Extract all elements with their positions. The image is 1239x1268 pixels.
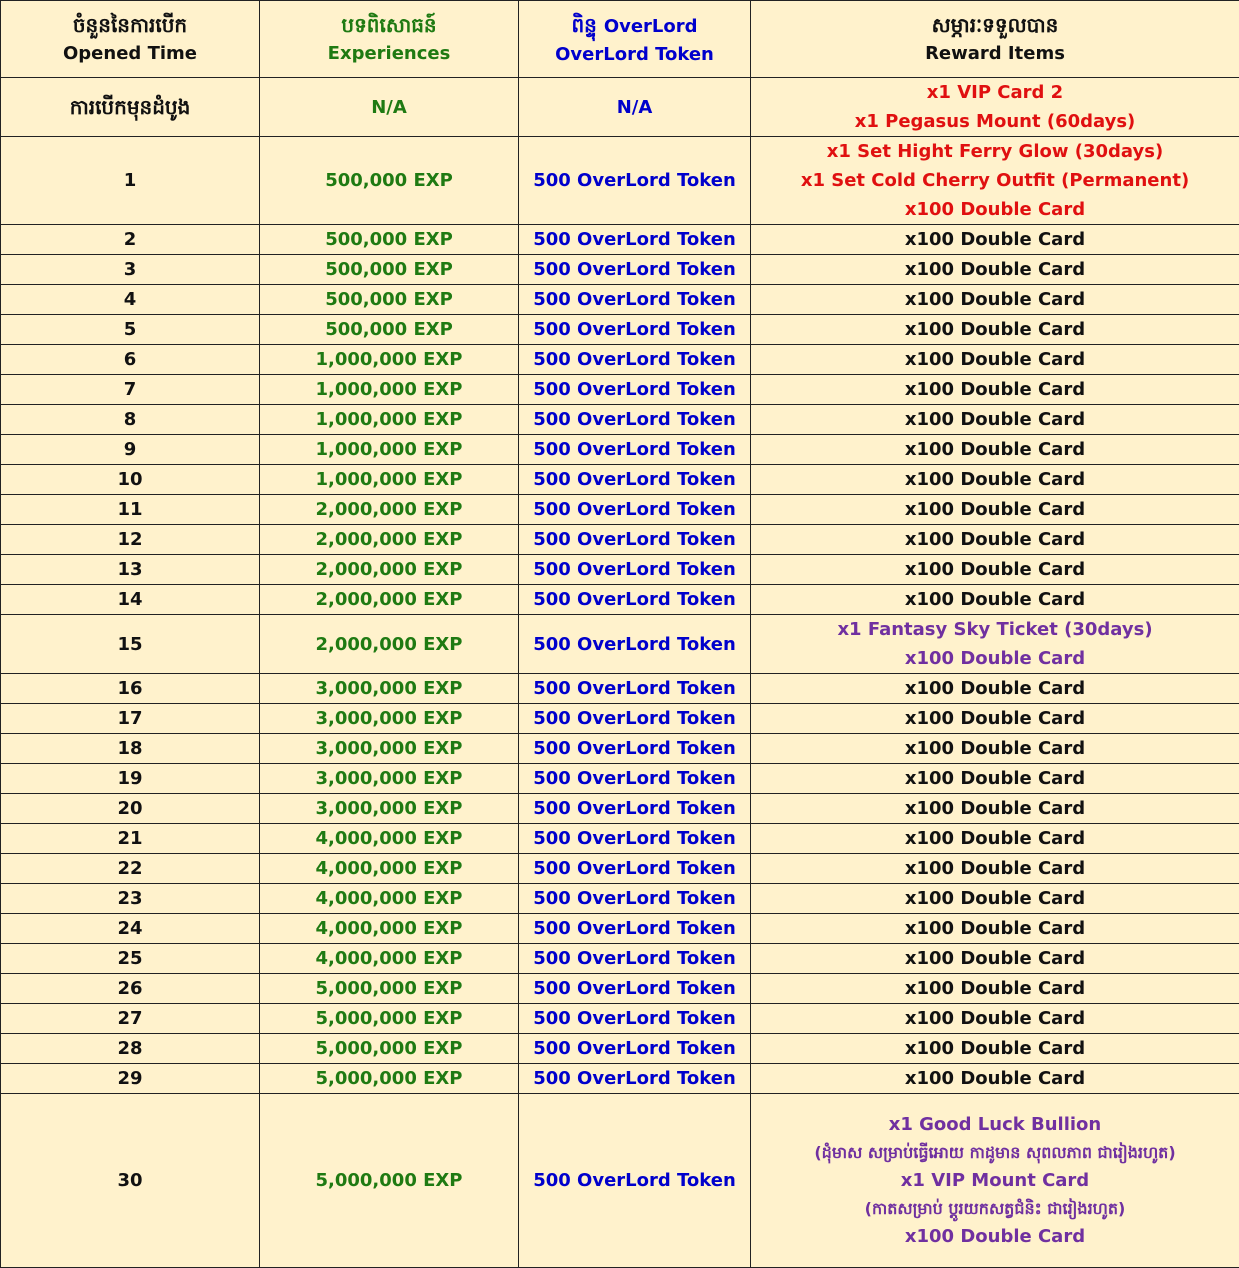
header-overlord-token: ពិន្ទុ OverLord OverLord Token [519,1,751,78]
cell-token: N/A [519,78,751,137]
cell-reward: x100 Double Card [751,375,1239,405]
cell-exp: 2,000,000 EXP [260,555,519,585]
table-row [1,585,1239,615]
cell-token: 500 OverLord Token [519,764,751,794]
cell-time: 22 [1,854,260,884]
table-row [1,495,1239,525]
cell-time: 4 [1,285,260,315]
table-row [1,435,1239,465]
cell-reward: x100 Double Card [751,764,1239,794]
cell-exp: 3,000,000 EXP [260,674,519,704]
table-row [1,137,1239,225]
cell-reward: x100 Double Card [751,854,1239,884]
cell-token: 500 OverLord Token [519,225,751,255]
cell-exp: 500,000 EXP [260,255,519,285]
table-row [1,1064,1239,1094]
cell-reward: x100 Double Card [751,525,1239,555]
cell-reward: x100 Double Card [751,794,1239,824]
table-body-a [1,225,1239,615]
cell-exp: 2,000,000 EXP [260,495,519,525]
cell-exp: 5,000,000 EXP [260,1064,519,1094]
cell-reward: x100 Double Card [751,405,1239,435]
cell-exp: 500,000 EXP [260,315,519,345]
table-row [1,555,1239,585]
cell-token: 500 OverLord Token [519,555,751,585]
cell-reward: x100 Double Card [751,734,1239,764]
cell-token: 500 OverLord Token [519,914,751,944]
cell-token: 500 OverLord Token [519,525,751,555]
cell-time: 2 [1,225,260,255]
cell-time: 8 [1,405,260,435]
cell-exp: 1,000,000 EXP [260,405,519,435]
cell-exp: 5,000,000 EXP [260,1094,519,1268]
cell-reward: x1 Fantasy Sky Ticket (30days) x100 Double Card [751,615,1239,674]
cell-exp: 500,000 EXP [260,225,519,255]
cell-exp: 1,000,000 EXP [260,435,519,465]
table-row [1,285,1239,315]
table-row [1,734,1239,764]
cell-token: 500 OverLord Token [519,405,751,435]
cell-token: 500 OverLord Token [519,824,751,854]
header-experiences: បទពិសោធន៍ Experiences [260,1,519,78]
cell-reward: x100 Double Card [751,674,1239,704]
table-row [1,914,1239,944]
table-row [1,824,1239,854]
cell-reward: x1 Set Hight Ferry Glow (30days) x1 Set Cold Cherry Outfit (Permanent) x100 Double Card [751,137,1239,225]
cell-time: 30 [1,1094,260,1268]
cell-reward: x100 Double Card [751,495,1239,525]
cell-time: 6 [1,345,260,375]
cell-exp: 1,000,000 EXP [260,465,519,495]
table-row [1,884,1239,914]
cell-exp: 3,000,000 EXP [260,764,519,794]
table-row [1,345,1239,375]
table-row [1,704,1239,734]
table-row-first-open [1,78,1239,137]
cell-time: 14 [1,585,260,615]
cell-token: 500 OverLord Token [519,794,751,824]
table-row [1,615,1239,674]
cell-time: 1 [1,137,260,225]
cell-exp: 1,000,000 EXP [260,345,519,375]
header-row [1,1,1239,78]
cell-time: 27 [1,1004,260,1034]
cell-time: 23 [1,884,260,914]
cell-reward: x100 Double Card [751,974,1239,1004]
cell-token: 500 OverLord Token [519,704,751,734]
cell-token: 500 OverLord Token [519,137,751,225]
cell-exp: 1,000,000 EXP [260,375,519,405]
cell-exp: 500,000 EXP [260,285,519,315]
cell-reward: x100 Double Card [751,1034,1239,1064]
table-row [1,315,1239,345]
cell-token: 500 OverLord Token [519,674,751,704]
cell-token: 500 OverLord Token [519,1064,751,1094]
cell-token: 500 OverLord Token [519,465,751,495]
cell-reward: x100 Double Card [751,944,1239,974]
table-row [1,375,1239,405]
cell-token: 500 OverLord Token [519,495,751,525]
cell-reward: x100 Double Card [751,465,1239,495]
cell-exp: 500,000 EXP [260,137,519,225]
cell-reward: x100 Double Card [751,824,1239,854]
cell-time: 19 [1,764,260,794]
table-row [1,854,1239,884]
cell-reward: x1 Good Luck Bullion (ដុំមាស សម្រាប់ធ្វើអោយ កាដូមាន សុពលភាព ជារៀងរហូត) x1 VIP Mount Card (កាតសម្រាប់ ប្តូរយកសត្វជំនិះ ជារៀងរហូត) x100 Double Card [751,1094,1239,1268]
table-row [1,974,1239,1004]
cell-time: 15 [1,615,260,674]
cell-time: 26 [1,974,260,1004]
cell-exp: 5,000,000 EXP [260,974,519,1004]
table-row [1,674,1239,704]
cell-token: 500 OverLord Token [519,255,751,285]
cell-reward: x100 Double Card [751,884,1239,914]
cell-time: 5 [1,315,260,345]
table-row [1,794,1239,824]
cell-time: 7 [1,375,260,405]
cell-reward: x100 Double Card [751,345,1239,375]
cell-time: 28 [1,1034,260,1064]
table-row [1,1094,1239,1268]
cell-exp: 3,000,000 EXP [260,734,519,764]
cell-reward: x100 Double Card [751,585,1239,615]
cell-token: 500 OverLord Token [519,315,751,345]
cell-time: 20 [1,794,260,824]
table-row [1,944,1239,974]
table-row [1,525,1239,555]
table-row [1,405,1239,435]
cell-exp: 4,000,000 EXP [260,944,519,974]
cell-reward: x100 Double Card [751,555,1239,585]
cell-exp: 5,000,000 EXP [260,1004,519,1034]
cell-token: 500 OverLord Token [519,615,751,674]
cell-time: 9 [1,435,260,465]
cell-exp: 2,000,000 EXP [260,585,519,615]
cell-token: 500 OverLord Token [519,734,751,764]
cell-exp: 4,000,000 EXP [260,824,519,854]
cell-exp: 3,000,000 EXP [260,794,519,824]
cell-token: 500 OverLord Token [519,435,751,465]
cell-token: 500 OverLord Token [519,285,751,315]
cell-reward: x100 Double Card [751,1004,1239,1034]
cell-reward: x100 Double Card [751,435,1239,465]
cell-reward: x100 Double Card [751,255,1239,285]
cell-reward: x100 Double Card [751,914,1239,944]
table-body-b [1,674,1239,1094]
table-row [1,255,1239,285]
cell-reward: x100 Double Card [751,285,1239,315]
cell-time: 12 [1,525,260,555]
cell-reward: x100 Double Card [751,225,1239,255]
cell-exp: 4,000,000 EXP [260,884,519,914]
cell-time: ការបើកមុនដំបូង [1,78,260,137]
cell-token: 500 OverLord Token [519,1034,751,1064]
cell-time: 18 [1,734,260,764]
table-row [1,1004,1239,1034]
cell-token: 500 OverLord Token [519,1094,751,1268]
cell-token: 500 OverLord Token [519,585,751,615]
table-row [1,764,1239,794]
cell-exp: 3,000,000 EXP [260,704,519,734]
cell-time: 29 [1,1064,260,1094]
cell-exp: 4,000,000 EXP [260,854,519,884]
cell-time: 13 [1,555,260,585]
cell-exp: 2,000,000 EXP [260,615,519,674]
cell-token: 500 OverLord Token [519,884,751,914]
cell-reward: x100 Double Card [751,315,1239,345]
cell-time: 3 [1,255,260,285]
table-row [1,1034,1239,1064]
header-opened-time: ចំនួននៃការបើក Opened Time [1,1,260,78]
cell-exp: 5,000,000 EXP [260,1034,519,1064]
cell-time: 25 [1,944,260,974]
cell-time: 11 [1,495,260,525]
table-row [1,465,1239,495]
cell-time: 21 [1,824,260,854]
cell-exp: N/A [260,78,519,137]
cell-time: 24 [1,914,260,944]
cell-time: 16 [1,674,260,704]
cell-token: 500 OverLord Token [519,1004,751,1034]
header-reward-items: សម្ភារៈទទួលបាន Reward Items [751,1,1239,78]
cell-token: 500 OverLord Token [519,974,751,1004]
table-row [1,225,1239,255]
cell-token: 500 OverLord Token [519,944,751,974]
cell-token: 500 OverLord Token [519,375,751,405]
cell-token: 500 OverLord Token [519,854,751,884]
cell-reward: x100 Double Card [751,1064,1239,1094]
cell-exp: 2,000,000 EXP [260,525,519,555]
cell-time: 17 [1,704,260,734]
cell-time: 10 [1,465,260,495]
cell-reward: x1 VIP Card 2 x1 Pegasus Mount (60days) [751,78,1239,137]
cell-reward: x100 Double Card [751,704,1239,734]
cell-token: 500 OverLord Token [519,345,751,375]
cell-exp: 4,000,000 EXP [260,914,519,944]
